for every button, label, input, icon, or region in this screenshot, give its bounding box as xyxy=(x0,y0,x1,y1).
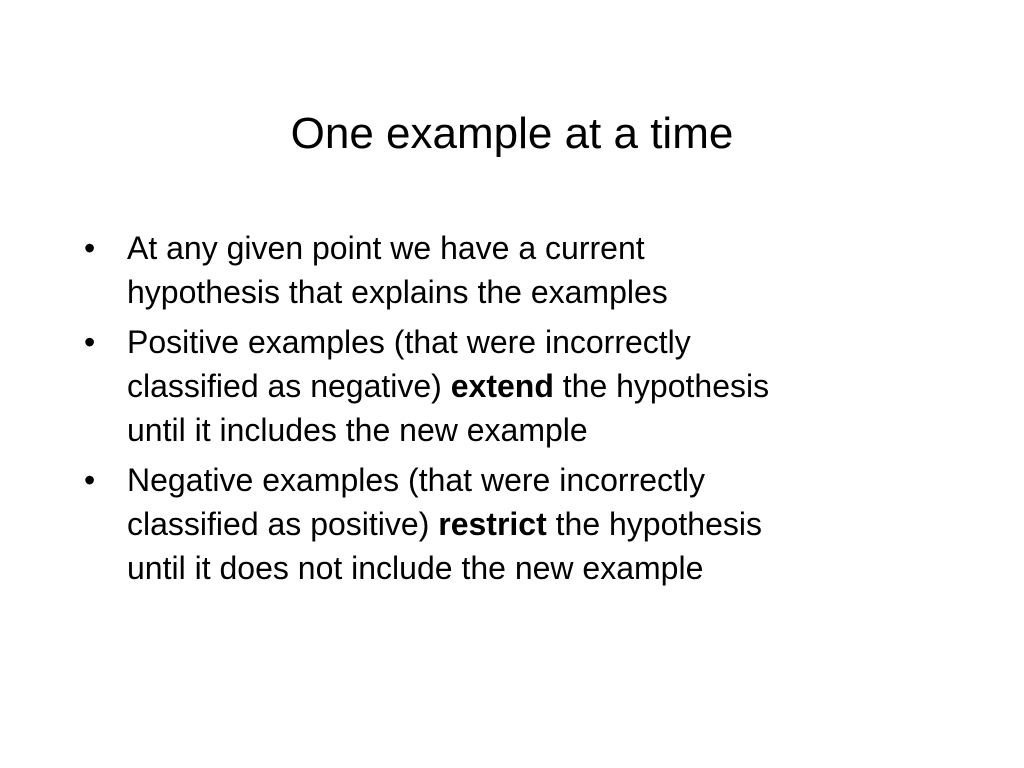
bullet-point-icon: • xyxy=(84,230,96,266)
bullet-text-line: hypothesis that explains the examples xyxy=(127,274,668,310)
bullet-emphasis-extend: extend xyxy=(450,368,554,404)
bullet-text-line: Positive examples (that were incorrectly xyxy=(127,324,691,360)
bullet-item-positive-examples xyxy=(84,320,964,452)
bullet-list xyxy=(84,226,964,596)
bullet-text-line: until it does not include the new example xyxy=(127,550,704,586)
bullet-text-line: At any given point we have a current xyxy=(127,230,645,266)
slide-title: One example at a time xyxy=(290,109,734,158)
bullet-point-icon: • xyxy=(84,462,96,498)
bullet-item-current-hypothesis xyxy=(84,226,964,314)
bullet-text-line: Negative examples (that were incorrectly xyxy=(127,462,706,498)
bullet-emphasis-restrict: restrict xyxy=(438,506,547,542)
bullet-text-segment: classified as negative) xyxy=(127,368,451,404)
bullet-item-negative-examples xyxy=(84,458,964,590)
bullet-text-line: until it includes the new example xyxy=(127,412,588,448)
bullet-text-segment: classified as positive) xyxy=(127,506,439,542)
bullet-point-icon: • xyxy=(84,324,96,360)
bullet-text-segment: the hypothesis xyxy=(546,506,762,542)
bullet-text-segment: the hypothesis xyxy=(553,368,770,404)
